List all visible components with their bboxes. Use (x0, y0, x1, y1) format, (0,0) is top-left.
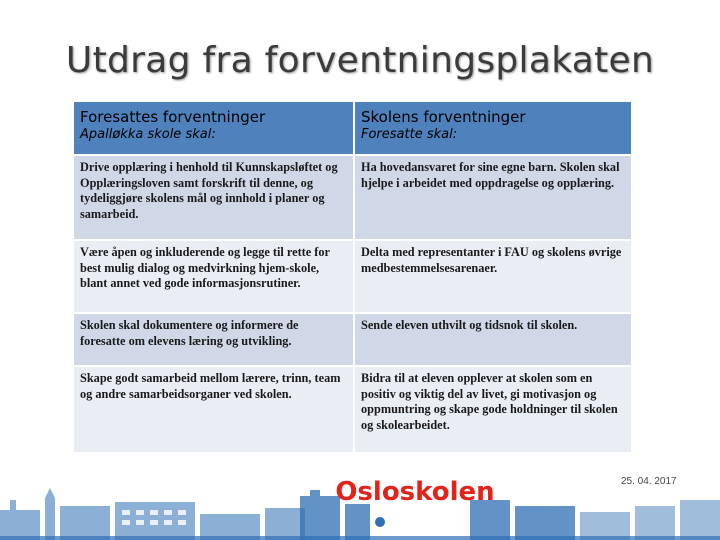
skyline-buildings-right (580, 500, 720, 540)
table-cell-left: Være åpen og inkluderende og legge til rette for best mulig dialog og medvirkning hjem-skole, blant annet ved gode informasjonsrutiner. (74, 240, 354, 313)
table-cell-left: Drive opplæring i henhold til Kunnskapsløftet og Opplæringsloven samt forskrift til denne, og tydeliggjøre skolens mål og innhold i planer og samarbeid. (74, 155, 354, 240)
header-sub-text: Foresatte skal: (361, 127, 458, 142)
expectations-table-container (74, 102, 631, 452)
table-cell-right: Sende eleven uthvilt og tidsnok til skolen. (354, 313, 631, 366)
osloskolen-logo: Osloskolen (335, 477, 495, 507)
logo-figure-icon (375, 517, 385, 527)
table-header-row (74, 102, 631, 155)
table-row (74, 240, 631, 313)
header-main-text: Skolens forventninger (361, 108, 526, 126)
table-cell-right: Delta med representanter i FAU og skolens øvrige medbestemmelsesarenaer. (354, 240, 631, 313)
header-sub-text: Apalløkka skole skal: (80, 127, 216, 142)
expectations-table (74, 102, 631, 452)
table-row (74, 313, 631, 366)
table-cell-right: Bidra til at eleven opplever at skolen som en positiv og viktig del av livet, gi motivasjon og oppmuntring og skape gode holdninger til skolen og skolearbeidet. (354, 366, 631, 452)
oslo-skyline-footer (0, 470, 720, 540)
table-cell-right: Ha hovedansvaret for sine egne barn. Skolen skal hjelpe i arbeidet med oppdragelse og opplæring. (354, 155, 631, 240)
slide-title: Utdrag fra forventningsplakaten (65, 40, 655, 81)
table-cell-left: Skolen skal dokumentere og informere de foresatte om elevens læring og utvikling. (74, 313, 354, 366)
table-row (74, 366, 631, 452)
table-cell-left: Skape godt samarbeid mellom lærere, trinn, team og andre samarbeidsorganer ved skolen. (74, 366, 354, 452)
header-school-expectations (354, 102, 631, 155)
slide-date: 25. 04. 2017 (621, 476, 677, 487)
skyline-ground (0, 536, 720, 540)
header-main-text: Foresattes forventninger (80, 108, 266, 126)
header-parents-expectations (74, 102, 354, 155)
table-row (74, 155, 631, 240)
